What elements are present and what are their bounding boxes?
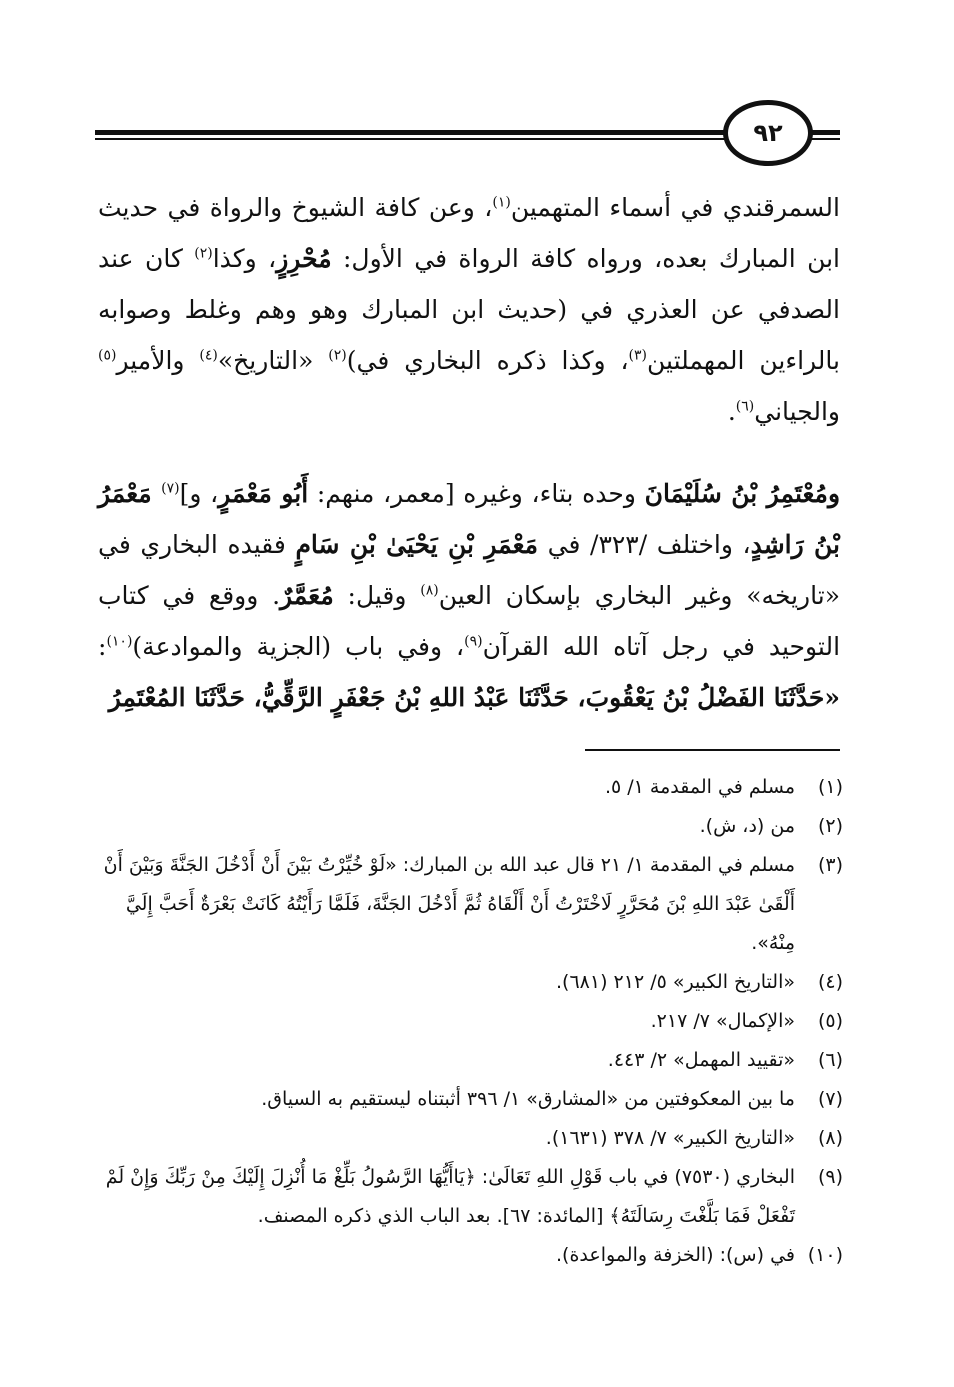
bold-term: مُعَمَّرٌ [280, 581, 334, 610]
footnote-ref[interactable]: (١٠) [106, 633, 133, 650]
footnote-number: (١٠) [807, 1244, 843, 1266]
footnote-ref[interactable]: (٩) [464, 633, 483, 650]
footnote-text: «التاريخ الكبير» ٧/ ٣٧٨ (١٦٣١). [545, 1127, 795, 1149]
footnote-item [98, 1236, 843, 1275]
text-run: ، وكذا [212, 244, 277, 273]
footnote-number: (٢) [817, 815, 843, 837]
footnote-number: (٨) [817, 1127, 843, 1149]
footnote-text: البخاري (٧٥٣٠) في باب قَوْلِ اللهِ تَعَالَىٰ: ﴿يَاأَيُّهَا الرَّسُولُ بَلِّغْ مَا أُنْزِلَ إِلَيْكَ مِنْ رَبِّكَ وَإِنْ لَمْ تَفْعَلْ فَمَا بَلَّغْتَ رِسَالَتَهُ﴾ [المائدة: ٦٧]. بعد الباب الذي ذكره المصنف. [105, 1166, 795, 1227]
text-run: وقيل: [333, 581, 421, 610]
text-run: ، وفي باب (الجزية والموادعة) [132, 632, 465, 661]
footnote-ref[interactable]: (٢) [328, 347, 347, 364]
text-run: ، وعن كافة الشيوخ والرواة في حديث ابن المبارك بعده، ورواه كافة الرواة في الأول: [98, 193, 841, 273]
page-number: ٩٢ [723, 100, 813, 166]
text-run: «التاريخ» [217, 346, 329, 375]
paragraph-1 [98, 182, 840, 437]
footnote-text: «الإكمال» ٧/ ٢١٧. [650, 1010, 795, 1032]
footnote-text: ما بين المعكوفتين من «المشارق» ١/ ٣٩٦ أثبتناه ليستقيم به السياق. [261, 1088, 795, 1110]
footnote-text: من (د، ش). [699, 815, 795, 837]
footnote-separator [585, 749, 840, 751]
footnote-number: (٧) [817, 1088, 843, 1110]
footnote-text: مسلم في المقدمة ١/ ٥. [604, 776, 795, 798]
footnote-item [98, 768, 843, 807]
text-run: . [727, 397, 736, 426]
bold-term: مُحْرِزٍ [276, 244, 332, 273]
bold-term: مَعْمَرِ بْنِ يَحْيَىٰ بْنِ سَامٍ [295, 530, 539, 559]
footnote-item [98, 963, 843, 1002]
footnotes-list [98, 768, 843, 1275]
footnote-number: (٥) [817, 1010, 843, 1032]
footnote-ref[interactable]: (٢) [194, 245, 213, 262]
footnote-text: «التاريخ الكبير» ٥/ ٢١٢ (٦٨١). [556, 971, 795, 993]
text-run: وحده بتاء، وغيره [معمر، منهم: [308, 479, 645, 508]
footnote-number: (٤) [817, 971, 843, 993]
footnote-ref[interactable]: (٦) [735, 398, 755, 415]
footnote-ref[interactable]: (١) [492, 194, 511, 211]
footnote-text: «تقييد المهمل» ٢/ ٤٤٣. [607, 1049, 795, 1071]
paragraph-2 [98, 468, 840, 723]
text-run: فقيده البخاري في «تاريخه» وغير البخاري بإسكان العين [98, 530, 840, 610]
bold-term: مَعْمَرُ بْنُ رَاشِدٍ [98, 479, 841, 559]
text-run: . ووقع في كتاب التوحيد في رجل آتاه الله القرآن [98, 581, 841, 661]
bold-hadith-chain: «حَدَّثَنَا الفَضْلُ بْنُ يَعْقُوبَ، حَدَّثَنَا عَبْدُ اللهِ بْنُ جَعْفَرٍ الرَّقِّيُّ، حَدَّثَنَا المُعْتَمِرُ [108, 683, 840, 712]
text-run: ، و] [179, 479, 219, 508]
footnote-text: في (س): (الخزفة والمواعدة). [556, 1244, 795, 1266]
footnote-ref[interactable]: (٧) [161, 480, 180, 497]
footnote-item [98, 1119, 843, 1158]
footnote-item [98, 807, 843, 846]
footnote-item [98, 1041, 843, 1080]
footnote-item [98, 1158, 843, 1236]
text-run: السمرقندي في أسماء المتهمين [510, 193, 840, 222]
text-run: والأمير [116, 346, 200, 375]
footnote-ref[interactable]: (٥) [98, 347, 117, 364]
footnote-text: مسلم في المقدمة ١/ ٢١ قال عبد الله بن المبارك: «لَوْ خُيِّرْتُ بَيْنَ أَنْ أَدْخُلَ الجَنَّةَ وَبَيْنَ أَنْ أَلْقَىٰ عَبْدَ اللهِ بْنَ مُحَرَّرٍ لَاخْتَرْتُ أَنْ أَلْقَاهُ ثُمَّ أَدْخُلَ الجَنَّةَ، فَلَمَّا رَأَيْتُهُ كَانَتْ بَعْرَةٌ أَحَبَّ إِلَيَّ مِنْهُ». [103, 854, 795, 954]
text-run: : [98, 632, 107, 661]
footnote-number: (١) [817, 776, 843, 798]
footnote-number: (٩) [817, 1166, 843, 1188]
footnote-item [98, 846, 843, 963]
footnote-item [98, 1080, 843, 1119]
footnote-ref[interactable]: (٤) [199, 347, 218, 364]
text-run: ، وكذا ذكره البخاري في) [346, 346, 629, 375]
footnote-ref[interactable]: (٨) [420, 582, 439, 599]
footnote-ref[interactable]: (٣) [628, 347, 648, 364]
footnote-number: (٣) [817, 854, 843, 876]
text-run: والجياني [754, 397, 840, 426]
bold-term: أَبُو مَعْمَرٍ [218, 479, 309, 508]
bold-term: ومُعْتَمِرُ بْنُ سُلَيْمَانَ [644, 479, 841, 508]
footnote-item [98, 1002, 843, 1041]
footnote-number: (٦) [817, 1049, 843, 1071]
text-run: كان عند الصدفي عن العذري في (حديث ابن المبارك وهو وهم وغلط وصوابه بالراءين المهملتين [98, 244, 841, 375]
text-run: ، واختلف /٣٢٣/ في [538, 530, 751, 559]
